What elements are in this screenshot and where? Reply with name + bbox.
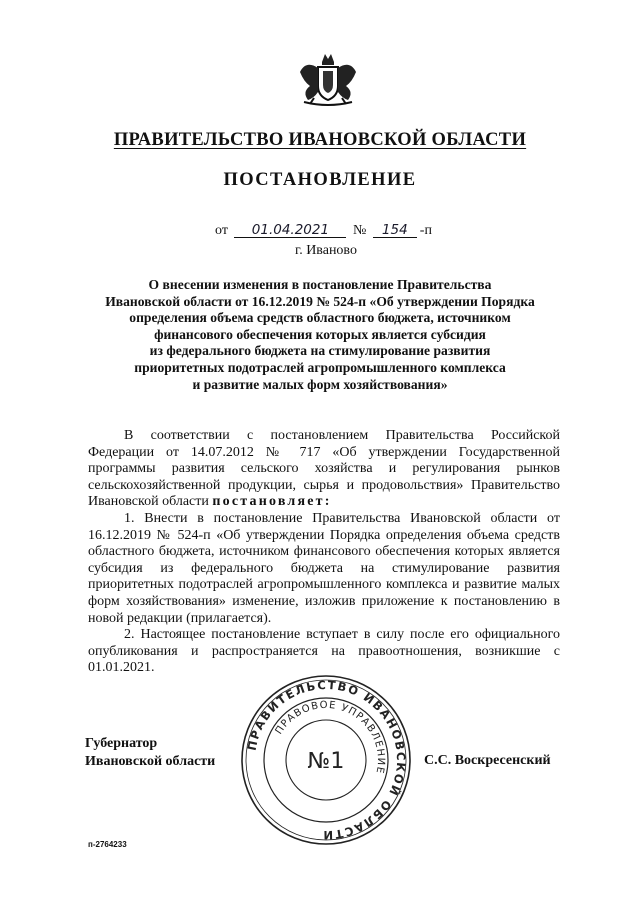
date-line [215,223,432,239]
item-1: 1. Внести в постановление Правительства Ивановской области от 16.12.2019 № 524-п «Об утверждении Порядка определения объема средств областного бюджета, источником финансового обеспечения которых является субсидия из федерального бюджета на стимулирование развития приоритетных подотраслей агропромышленного комплекса и развитие малых форм хозяйствования» изменение, изложив приложение к постановлению в новой редакции (прилагается). [88,510,560,626]
number-suffix: -п [419,223,432,238]
stamp-center-text: №1 [307,749,345,774]
subject-line: из федерального бюджета на стимулирование развития [149,343,491,359]
subject-line: приоритетных подотраслей агропромышленного комплекса [134,359,506,375]
subject-line: Ивановской области от 16.12.2019 № 524-п «Об утверждении Порядка [105,293,535,309]
coat-of-arms-icon [296,52,360,108]
date-prefix: от [215,223,228,238]
resolves-word: постановляет: [212,494,332,510]
subject-line: финансового обеспечения которых является субсидия [154,326,486,342]
document-code: п-2764233 [88,840,127,849]
preamble-paragraph [88,428,560,511]
document-body [88,428,560,677]
document-subject [100,277,540,393]
stamp-inner-text: ПРАВОВОЕ УПРАВЛЕНИЕ [273,699,387,776]
signer-name: С.С. Воскресенский [424,753,551,768]
signer-title [85,735,215,771]
subject-line: О внесении изменения в постановление Правительства [148,277,492,292]
number-sign: № [352,223,367,238]
official-stamp [238,672,414,848]
signer-title-line-1: Губернатор [85,736,158,751]
subject-line: определения объема средств областного бюджета, источником [129,310,511,326]
item-2: 2. Настоящее постановление вступает в силу после его официального опубликования и распространяется на правоотношения, возникшие с 01.01.2021. [88,627,560,676]
signer-title-line-2: Ивановской области [85,754,216,769]
preamble-text: В соответствии с постановлением Правительства Российской Федерации от 14.07.2012 № 717 «Об утверждении Государственной программы развития сельского хозяйства и регулирования рынков сельскохозяйственной продукции, сырья и продовольствия» Правительство Ивановской области [88,428,560,510]
handwritten-date: 01.04.2021 [234,223,346,238]
city: г. Иваново [295,243,357,258]
government-title: ПРАВИТЕЛЬСТВО ИВАНОВСКОЙ ОБЛАСТИ [113,130,527,150]
document-type: ПОСТАНОВЛЕНИЕ [223,170,417,190]
stamp-outer-text: ПРАВИТЕЛЬСТВО ИВАНОВСКОЙ ОБЛАСТИ [244,677,409,843]
subject-line: и развитие малых форм хозяйствования» [192,376,448,392]
handwritten-number: 154 [373,223,417,238]
